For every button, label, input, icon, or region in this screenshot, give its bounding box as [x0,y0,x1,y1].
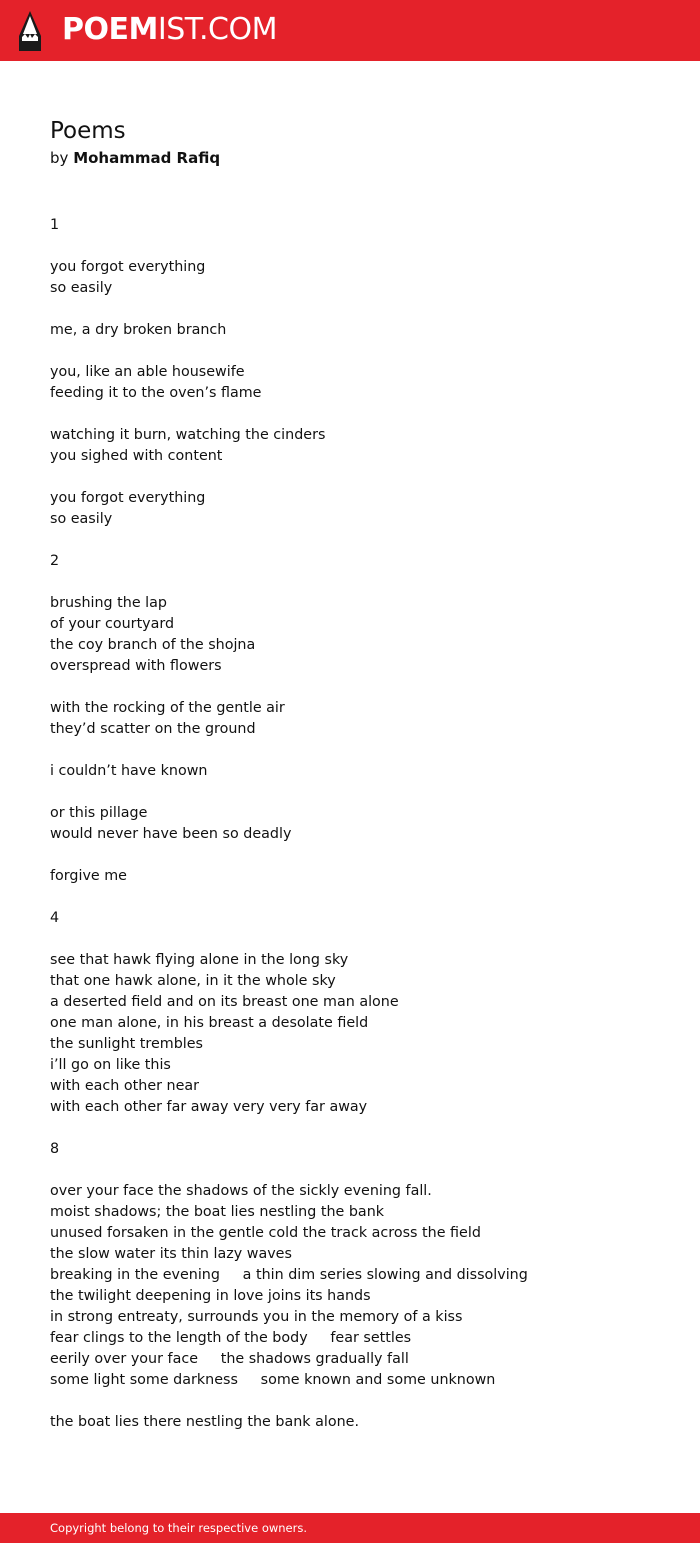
pen-nib-icon[interactable] [18,10,42,52]
by-label: by [50,149,69,167]
poem-body: 1 you forgot everything so easily me, a dry broken branch you, like an able housewife feeding it to the oven’s flame watching it burn, watching the cinders you sighed with content you forgot everything so easily 2 brushing the lap of your courtyard the coy branch of the shojna overspread with flowers with the rocking of the gentle air they’d scatter on the ground i couldn’t have known or this pillage would never have been so deadly forgive me 4 see that hawk flying alone in the long sky that one hawk alone, in it the whole sky a deserted field and on its breast one man alone one man alone, in his breast a desolate field the sunlight trembles i’ll go on like this with each other near with each other far away very very far away 8 over your face the shadows of the sickly evening fall. moist shadows; the boat lies nestling the bank unused forsaken in the gentle cold the track across the field the slow water its thin lazy waves breaking in the evening a thin dim series slowing and dissolving the twilight deepening in love joins its hands in strong entreaty, surrounds you in the memory of a kiss fear clings to the length of the body fear settles eerily over your face the shadows gradually fall some light some darkness some known and some unknown the boat lies there nestling the bank alone. [50,217,528,1430]
logo-text-bold: POEM [62,12,158,47]
copyright-text: Copyright belong to their respective owners. [50,1521,308,1535]
poem-title: Poems [50,118,126,144]
site-header [0,0,700,61]
poem-content [50,116,650,1433]
site-footer [0,1513,700,1543]
poem-byline [50,146,650,170]
logo-text-light: IST.COM [157,12,277,47]
author-name: Mohammad Rafiq [73,149,221,167]
site-logo[interactable] [62,13,277,47]
